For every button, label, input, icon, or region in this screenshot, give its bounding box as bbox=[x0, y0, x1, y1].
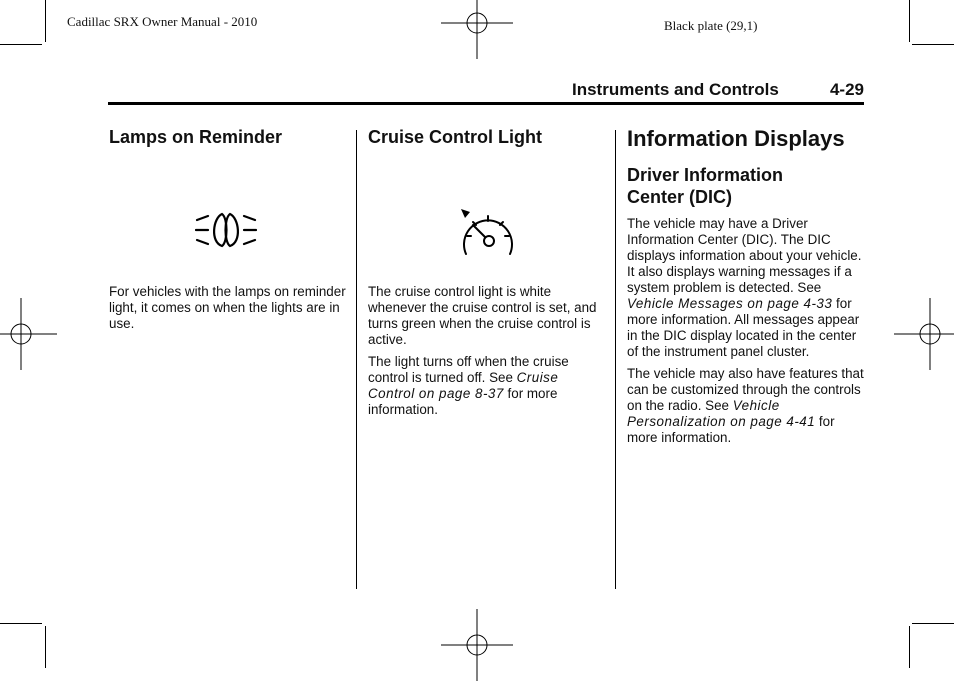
body-paragraph bbox=[368, 354, 604, 418]
column-information-displays bbox=[627, 126, 865, 452]
column-cruise-control-light bbox=[368, 126, 604, 424]
crop-mark bbox=[912, 623, 954, 624]
header-rule bbox=[108, 102, 864, 105]
slug-left: Cadillac SRX Owner Manual - 2010 bbox=[67, 14, 258, 29]
paragraph-text: for more information. bbox=[368, 386, 558, 417]
page-title: Information Displays bbox=[627, 126, 845, 151]
icon-frame bbox=[368, 148, 604, 268]
header-page-number: 4-29 bbox=[829, 80, 864, 99]
section-heading: Lamps on Reminder bbox=[109, 127, 283, 147]
body-paragraph: The cruise control light is white whenever the cruise control is set, and turns green when the cruise control is active. bbox=[368, 284, 597, 347]
running-header bbox=[108, 80, 864, 104]
crop-mark bbox=[912, 44, 954, 45]
crop-mark bbox=[909, 0, 910, 42]
cruise-control-icon bbox=[458, 206, 518, 264]
registration-mark-icon bbox=[0, 298, 57, 370]
body-paragraph bbox=[627, 216, 865, 360]
column-divider bbox=[356, 130, 357, 589]
cross-reference-link[interactable]: Vehicle Messages on page 4-33 bbox=[627, 296, 833, 311]
column-divider bbox=[615, 130, 616, 589]
body-paragraph: For vehicles with the lamps on reminder light, it comes on when the lights are in use. bbox=[109, 284, 346, 331]
slug-right: Black plate (29,1) bbox=[664, 18, 758, 33]
crop-mark bbox=[909, 626, 910, 668]
crop-mark bbox=[45, 626, 46, 668]
crop-mark bbox=[45, 0, 46, 42]
paragraph-text: The light turns off when the cruise control is turned off. See bbox=[368, 354, 569, 385]
section-heading: Cruise Control Light bbox=[368, 127, 542, 147]
paragraph-text: for more information. bbox=[627, 414, 835, 445]
crop-mark bbox=[0, 623, 42, 624]
column-lamps-on-reminder bbox=[109, 126, 347, 338]
registration-mark-icon bbox=[441, 0, 513, 59]
registration-mark-icon bbox=[441, 609, 513, 681]
paragraph-text: The vehicle may have a Driver Information Center (DIC). The DIC displays information about your vehicle. It also displays warning messages if a system problem is detected. See bbox=[627, 216, 862, 295]
paragraph-text: for more information. All messages appear in the DIC display located in the center of the instrument panel cluster. bbox=[627, 296, 860, 359]
lamps-on-icon bbox=[195, 210, 257, 250]
subsection-heading: Driver Information Center (DIC) bbox=[627, 165, 784, 207]
icon-frame bbox=[109, 148, 347, 268]
body-paragraph bbox=[627, 366, 865, 446]
cross-reference-link[interactable]: Cruise Control on page 8-37 bbox=[368, 370, 559, 401]
registration-mark-icon bbox=[894, 298, 954, 370]
header-section-title: Instruments and Controls bbox=[572, 80, 779, 99]
crop-mark bbox=[0, 44, 42, 45]
paragraph-text: The vehicle may also have features that can be customized through the controls on the radio. See bbox=[627, 366, 864, 413]
cross-reference-link[interactable]: Vehicle Personalization on page 4-41 bbox=[627, 398, 816, 429]
